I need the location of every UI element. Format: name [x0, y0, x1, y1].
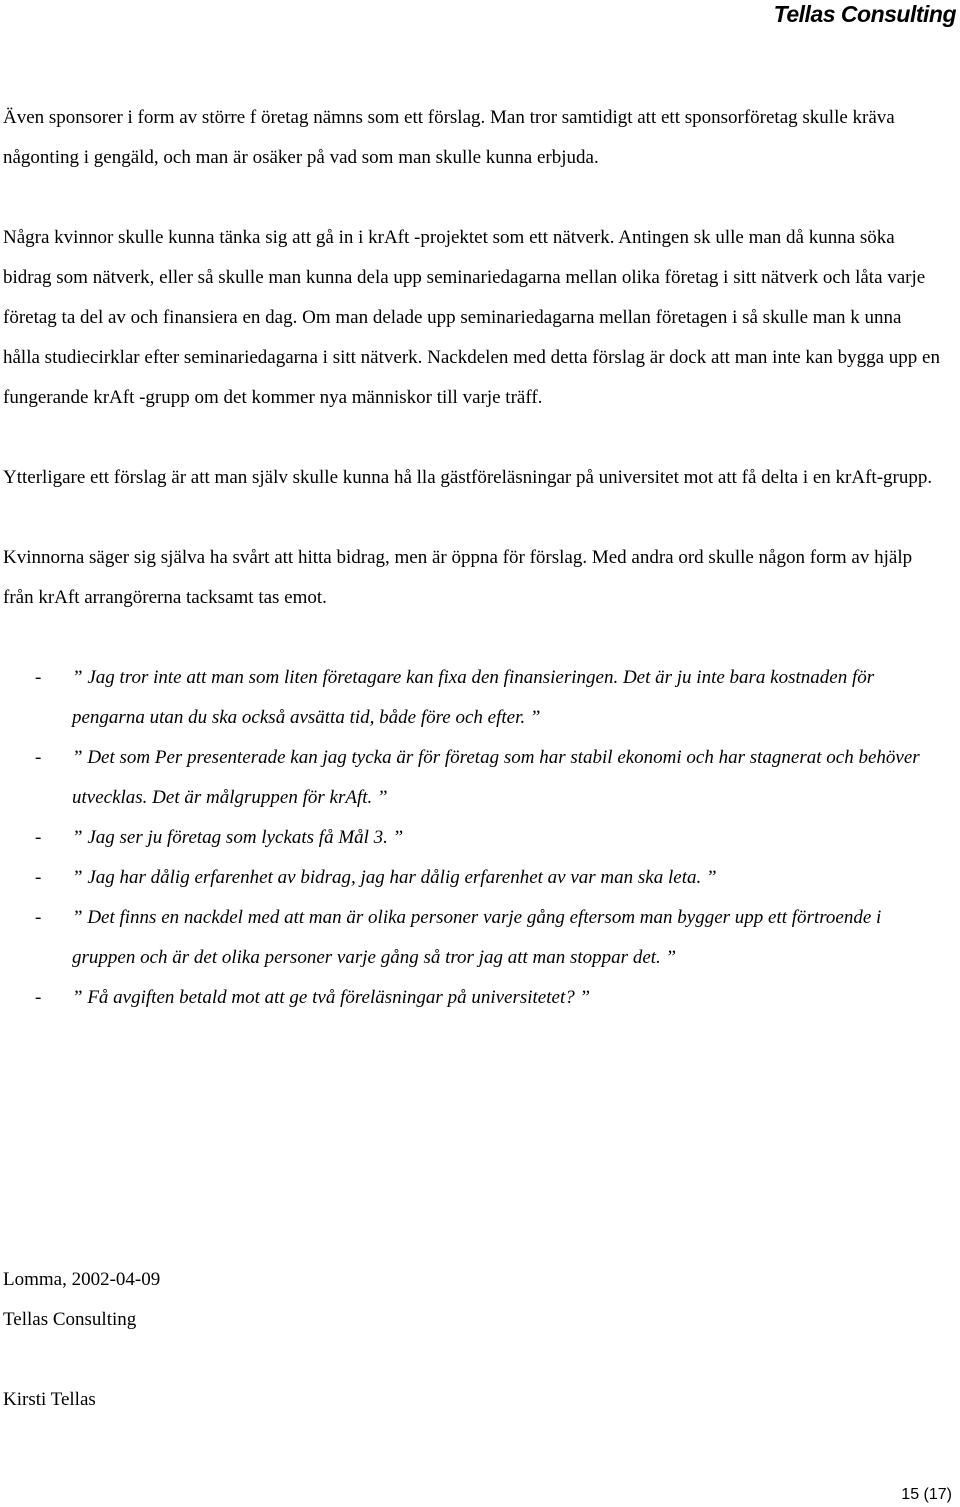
closing-block [3, 1260, 160, 1340]
quote-item [3, 858, 943, 898]
quote-item [3, 738, 943, 818]
quote-text: ” Få avgiften betald mot att ge två föreläsningar på universitetet? ” [72, 987, 591, 1008]
quote-bullet: - [35, 747, 42, 768]
paragraph-sponsors: Även sponsorer i form av större f öretag nämns som ett förslag. Man tror samtidigt att ett sponsorföretag skulle kräva någonting i gengäld, och man är osäker på vad som man skulle kunna erbjuda. [3, 107, 895, 168]
quote-item [3, 898, 943, 978]
quote-bullet: - [35, 907, 42, 928]
quote-item [3, 818, 943, 858]
quote-list [3, 658, 943, 1018]
document-body [3, 98, 943, 1018]
quote-text: ” Jag ser ju företag som lyckats få Mål 3. ” [72, 827, 404, 848]
quote-bullet: - [35, 827, 42, 848]
paragraph-guest-lectures: Ytterligare ett förslag är att man själv skulle kunna hå lla gästföreläsningar på universitet mot att få delta i en krAft-grupp. [3, 467, 933, 488]
quote-bullet: - [35, 987, 42, 1008]
quote-item [3, 658, 943, 738]
quote-text: ” Jag tror inte att man som liten företagare kan fixa den finansieringen. Det är ju inte bara kostnaden för pengarna utan du ska också avsätta tid, både före och efter. ” [72, 667, 875, 728]
page-number: 15 (17) [901, 1486, 952, 1503]
signature-name: Kirsti Tellas [3, 1389, 96, 1410]
quote-bullet: - [35, 867, 42, 888]
closing-company: Tellas Consulting [3, 1309, 137, 1330]
quote-text: ” Jag har dålig erfarenhet av bidrag, jag har dålig erfarenhet av var man ska leta. ” [72, 867, 717, 888]
quote-bullet: - [35, 667, 42, 688]
place-date: Lomma, 2002-04-09 [3, 1269, 161, 1290]
quote-text: ” Det finns en nackdel med att man är olika personer varje gång eftersom man bygger upp ett förtroende i gruppen och är det olika personer varje gång så tror jag att man stoppar det. ” [72, 907, 882, 968]
quote-item [3, 978, 943, 1018]
paragraph-network: Några kvinnor skulle kunna tänka sig att gå in i krAft -projektet som ett nätverk. Antingen sk ulle man då kunna söka bidrag som nätverk, eller så skulle man kunna dela upp seminariedagarna mellan olika företag i sitt nätverk och låta varje företag ta del av och finansiera en dag. Om man delade upp seminariedagarna mellan företagen i så skulle man k unna hålla studiecirklar efter seminariedagarna i sitt nätverk. Nackdelen med detta förslag är dock att man inte kan bygga upp en fungerande krAft -grupp om det kommer nya människor till varje träff. [3, 227, 940, 408]
quote-text: ” Det som Per presenterade kan jag tycka är för företag som har stabil ekonomi och har stagnerat och behöver utvecklas. Det är målgruppen för krAft. ” [72, 747, 920, 808]
page-header-company: Tellas Consulting [773, 1, 956, 27]
paragraph-funding: Kvinnorna säger sig själva ha svårt att hitta bidrag, men är öppna för förslag. Med andra ord skulle någon form av hjälp från krAft arrangörerna tacksamt tas emot. [3, 547, 913, 608]
